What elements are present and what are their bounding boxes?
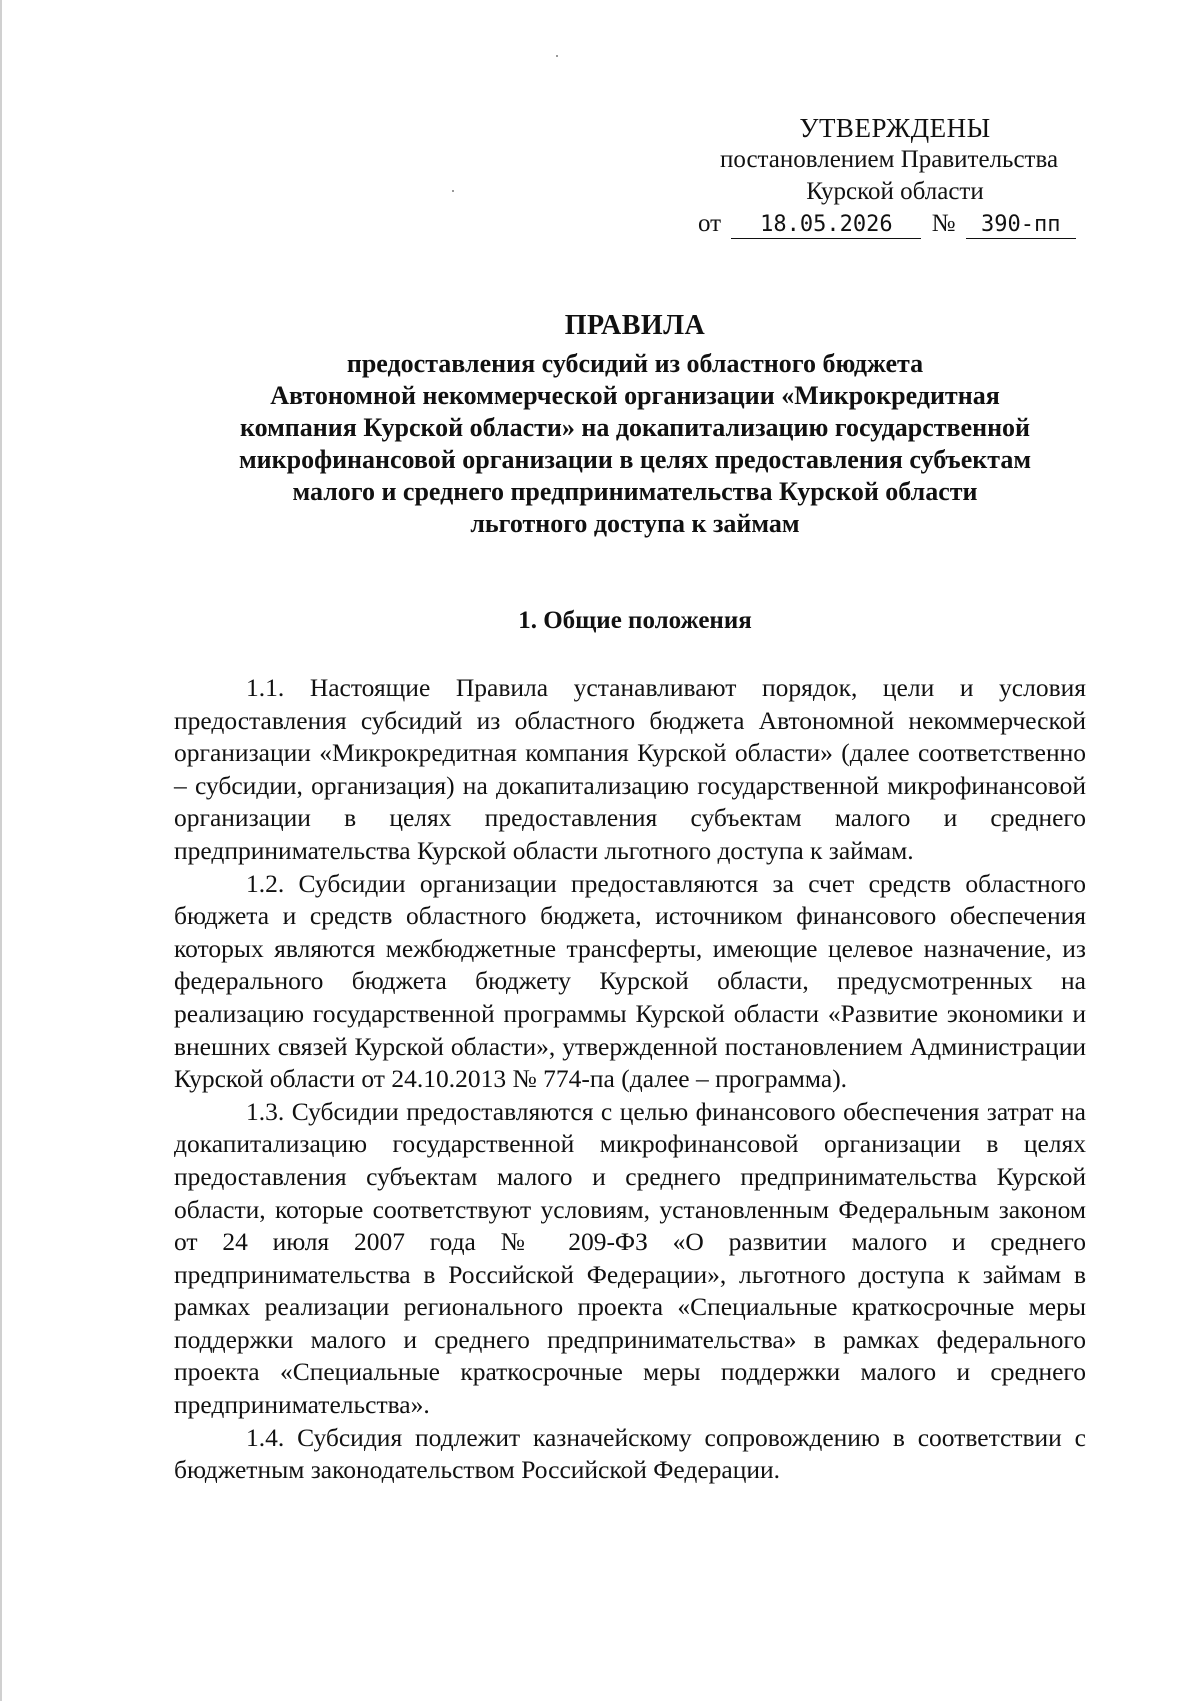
scan-speck (556, 55, 558, 57)
approval-block (690, 112, 1100, 240)
scan-edge (0, 0, 2, 1701)
subtitle-line: компания Курской области» на докапитализацию государственной (239, 413, 1031, 442)
subtitle-line: Автономной некоммерческой организации «Микрокредитная (270, 381, 1000, 410)
decree-date: 18.05.2026 (731, 212, 921, 239)
paragraph-1-4: 1.4. Субсидия подлежит казначейскому сопровождению в соответствии с бюджетным законодательством Российской Федерации. (174, 1422, 1086, 1485)
approval-region-line: Курской области (806, 178, 984, 205)
subtitle-line: предоставления субсидий из областного бюджета (346, 349, 924, 378)
subtitle-line: льготного доступа к займам (470, 509, 800, 538)
subtitle-line: малого и среднего предпринимательства Курской области (292, 477, 978, 506)
document-title: ПРАВИЛА (564, 310, 706, 341)
decree-number: 390-пп (966, 212, 1076, 239)
paragraph-1-2: 1.2. Субсидии организации предоставляются за счет средств областного бюджета и средств областного бюджета, источником финансового обеспечения которых являются межбюджетные трансферты, имеющие целевое назначение, из федерального бюджета бюджету Курской области, предусмотренных на реализацию государственной программы Курской области «Развитие экономики и внешних связей Курской области», утвержденной постановлением Администрации Курской области от 24.10.2013 № 774-па (далее – программа). (174, 868, 1086, 1094)
number-prefix: № (931, 210, 956, 237)
document-subtitle (150, 348, 1120, 540)
scan-speck (452, 190, 454, 192)
section-body (174, 672, 1086, 1487)
date-prefix: от (698, 210, 722, 237)
document-title-block (150, 310, 1120, 540)
approval-date-line (698, 208, 1100, 240)
approval-title: УТВЕРЖДЕНЫ (799, 113, 991, 143)
paragraph-1-1: 1.1. Настоящие Правила устанавливают порядок, цели и условия предоставления субсидий из областного бюджета Автономной некоммерческой организации «Микрокредитная компания Курской области» (далее соответственно – субсидии, организация) на докапитализацию государственной микрофинансовой организации в целях предоставления субъектам малого и среднего предпринимательства Курской области льготного доступа к займам. (174, 673, 1086, 865)
approval-decree-line: постановлением Правительства (719, 146, 1059, 173)
section-heading: 1. Общие положения (518, 607, 752, 634)
subtitle-line: микрофинансовой организации в целях предоставления субъектам (238, 445, 1032, 474)
paragraph-1-3: 1.3. Субсидии предоставляются с целью финансового обеспечения затрат на докапитализацию государственной микрофинансовой организации в целях предоставления субъектам малого и среднего предпринимательства Курской области, которые соответствуют условиям, установленным Федеральным законом от 24 июля 2007 года № 209-ФЗ «О развитии малого и среднего предпринимательства в Российской Федерации», льготного доступа к займам в рамках реализации регионального проекта «Специальные краткосрочные меры поддержки малого и среднего предпринимательства» в рамках федерального проекта «Специальные краткосрочные меры поддержки малого и среднего предпринимательства». (174, 1096, 1086, 1420)
